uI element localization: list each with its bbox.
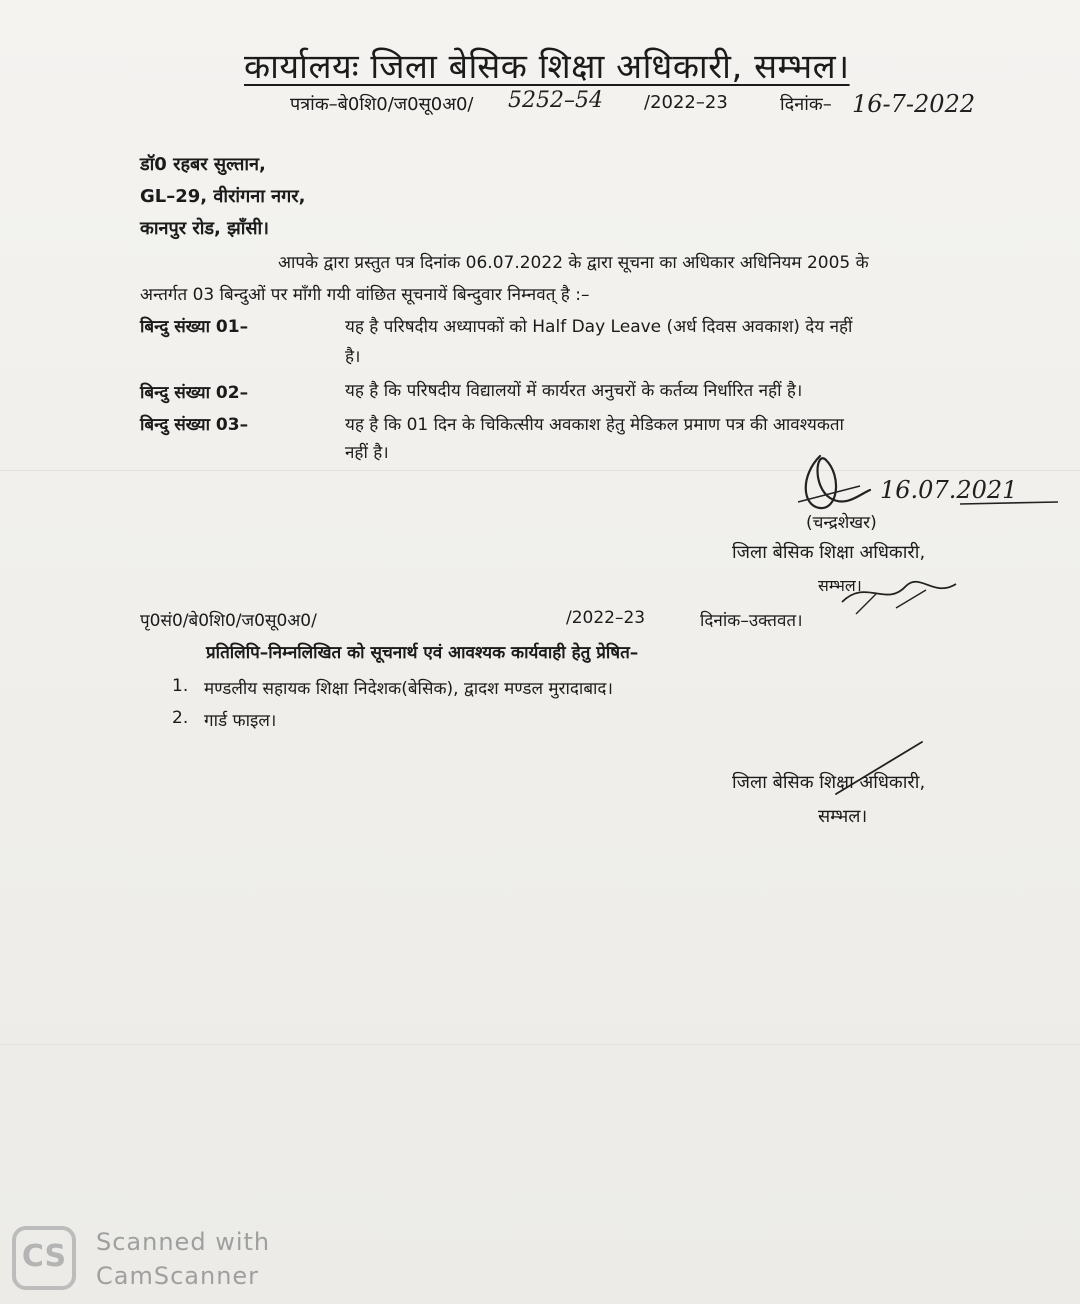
point-1-label: बिन्दु संख्या 01– xyxy=(140,317,249,337)
signature-date-handwritten: 16.07.2021 xyxy=(880,476,1018,504)
copy-item-2-text: गार्ड फाइल। xyxy=(204,711,277,731)
copy-reference-year: /2022–23 xyxy=(566,608,646,628)
intro-line-2: अन्तर्गत 03 बिन्दुओं पर माँगी गयी वांछित सूचनायें बिन्दुवार निम्नवत् है :– xyxy=(140,285,590,305)
copy-date: दिनांक–उक्तवत। xyxy=(700,611,803,631)
point-3-text-continued: नहीं है। xyxy=(345,443,389,463)
reference-year: /2022–23 xyxy=(644,92,728,113)
signatory-designation: जिला बेसिक शिक्षा अधिकारी, xyxy=(732,542,926,563)
paper-fold-line xyxy=(0,1044,1080,1045)
copy-reference-prefix: पृ0सं0/बे0शि0/ज0सू0अ0/ xyxy=(140,611,317,631)
point-2-label: बिन्दु संख्या 02– xyxy=(140,383,249,403)
initials-scribble xyxy=(836,568,966,620)
watermark-line-2: CamScanner xyxy=(96,1262,260,1290)
reference-number-handwritten: 5252–54 xyxy=(508,88,603,113)
copy-heading: प्रतिलिपि–निम्नलिखित को सूचनार्थ एवं आवश्यक कार्यवाही हेतु प्रेषित– xyxy=(206,643,639,663)
footer-place: सम्भल। xyxy=(818,806,868,827)
point-1-text: यह है परिषदीय अध्यापकों को Half Day Leave (अर्ध दिवस अवकाश) देय नहीं xyxy=(345,317,853,337)
copy-item-1-text: मण्डलीय सहायक शिक्षा निदेशक(बेसिक), द्वादश मण्डल मुरादाबाद। xyxy=(204,679,613,699)
watermark-line-1: Scanned with xyxy=(96,1228,271,1256)
signatory-place: सम्भल। xyxy=(818,576,862,595)
addressee-city: कानपुर रोड, झाँसी। xyxy=(140,218,270,239)
point-1-text-continued: है। xyxy=(345,347,361,367)
date-label: दिनांक– xyxy=(780,94,832,115)
addressee-name: डॉ0 रहबर सुल्तान, xyxy=(140,154,266,175)
office-title: कार्यालयः जिला बेसिक शिक्षा अधिकारी, सम्भल। xyxy=(244,47,850,87)
signatory-name: (चन्द्रशेखर) xyxy=(806,513,877,533)
addressee-street: GL–29, वीरांगना नगर, xyxy=(140,186,306,207)
intro-line-1: आपके द्वारा प्रस्तुत पत्र दिनांक 06.07.2022 के द्वारा सूचना का अधिकार अधिनियम 2005 के xyxy=(278,253,869,273)
point-3-text: यह है कि 01 दिन के चिकित्सीय अवकाश हेतु मेडिकल प्रमाण पत्र की आवश्यकता xyxy=(345,415,844,435)
copy-item-2-number: 2. xyxy=(172,708,189,728)
camscanner-logo-icon: CS xyxy=(12,1226,76,1290)
footer-designation: जिला बेसिक शिक्षा अधिकारी, xyxy=(732,772,926,793)
reference-prefix: पत्रांक–बे0शि0/ज0सू0अ0/ xyxy=(290,94,474,115)
copy-item-1-number: 1. xyxy=(172,676,189,696)
point-2-text: यह है कि परिषदीय विद्यालयों में कार्यरत अनुचरों के कर्तव्य निर्धारित नहीं है। xyxy=(345,381,803,401)
date-handwritten: 16-7-2022 xyxy=(852,90,976,118)
point-3-label: बिन्दु संख्या 03– xyxy=(140,415,249,435)
